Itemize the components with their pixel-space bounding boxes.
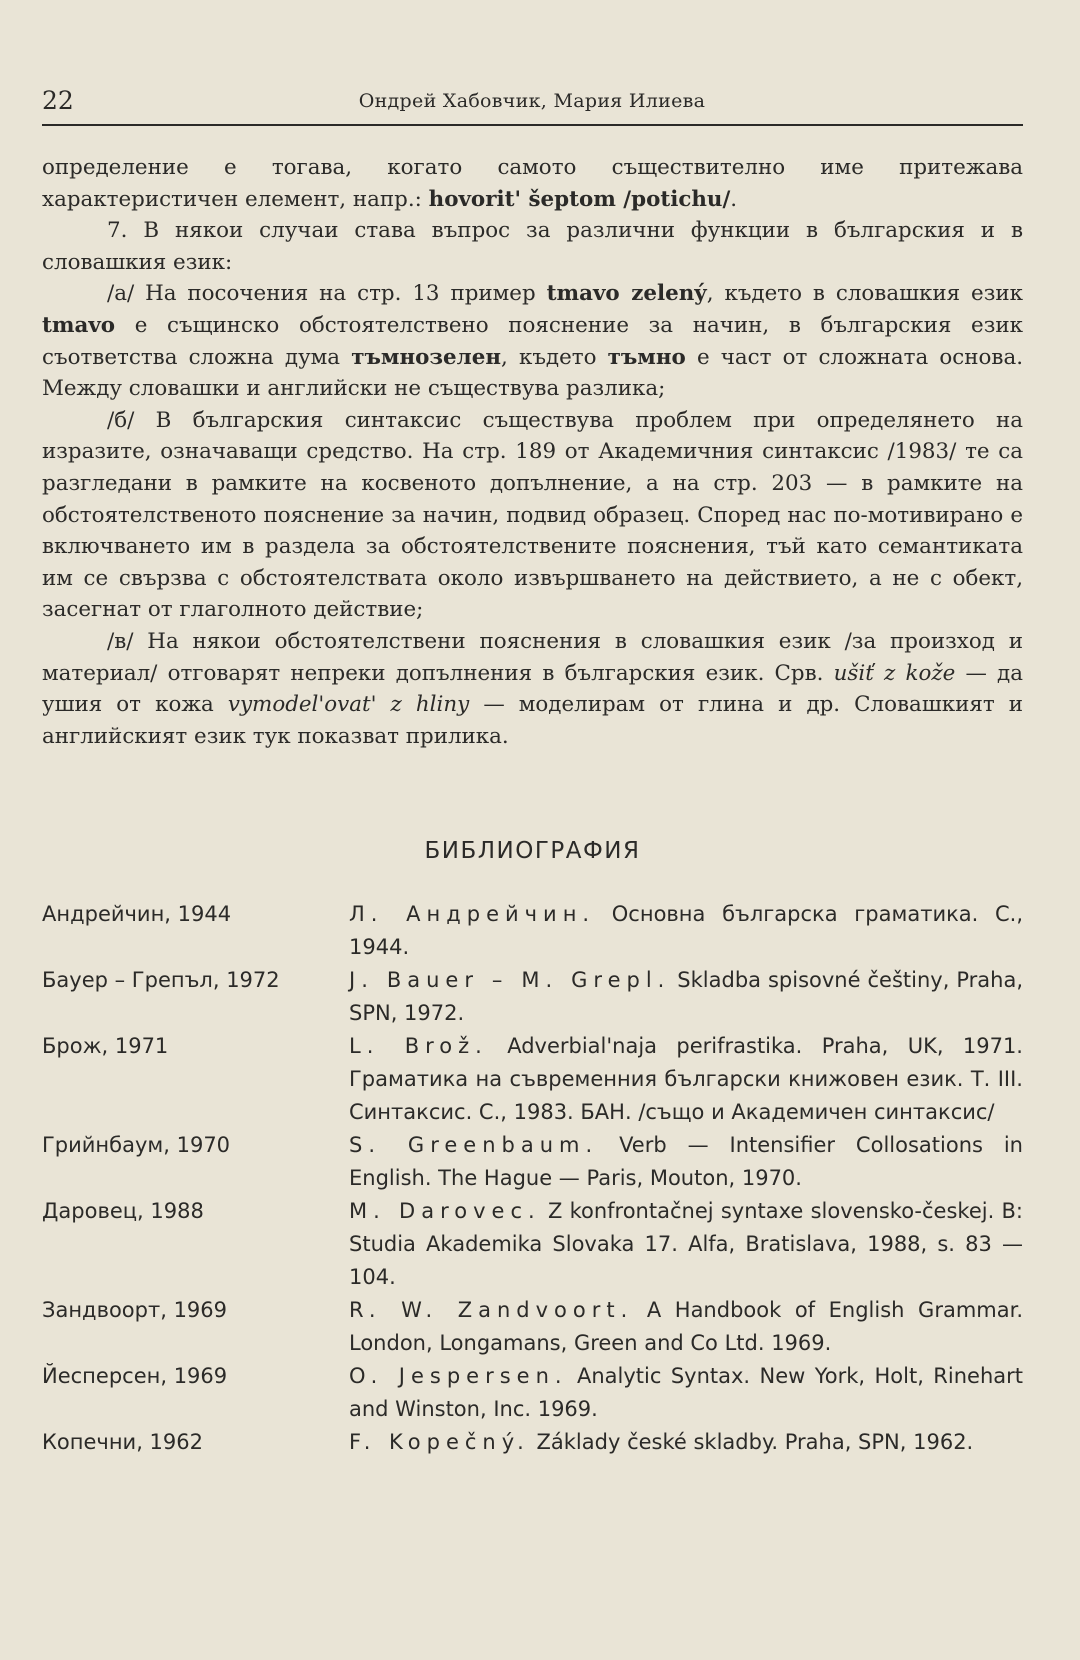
body-text: [42, 152, 1023, 752]
paragraph-4: /б/ В българския синтаксис съществува проблем при определянето на изразите, означаващи средство. На стр. 189 от Академичния синтаксис /1983/ те са разгледани в рамките на косвеното допълнение, а на стр. 203 — в рамките на обстоятелственото пояснение за начин, подвид образец. Според нас по-мотивирано е включването им в раздела за обстоятелствените пояснения, тъй като семантиката им се свързва с обстоятелствата около извършването на действието, а не с обект, засегнат от глаголното действие;: [42, 407, 1023, 623]
running-head: Ондрей Хабовчик, Мария Илиева: [358, 90, 706, 112]
bibliography-key: Копечни, 1962: [42, 1430, 203, 1454]
example-term: тъмно: [607, 344, 686, 370]
bibliography-reference: R. W. Zandvoort. A Handbook of English Grammar. London, Longamans, Green and Co Ltd. 1969.: [349, 1298, 1023, 1355]
bibliography-entry: [42, 1030, 1023, 1129]
example-term: vymodel'ovat' z hliny: [227, 692, 470, 718]
paragraph-2: 7. В някои случаи става въпрос за различни функции в българския и в словашкия език:: [42, 218, 1023, 275]
bibliography-entry: [42, 898, 1023, 964]
example-term: tmavo: [42, 312, 116, 338]
example-term: hovorit' šeptom /potichu/: [428, 186, 731, 212]
bibliography-entry: [42, 964, 1023, 1030]
bibliography-entry: [42, 1129, 1023, 1195]
bibliography-key: Бауер – Грепъл, 1972: [42, 968, 280, 992]
bibliography-entry: [42, 1294, 1023, 1360]
bibliography-key: Андрейчин, 1944: [42, 902, 232, 926]
bibliography-reference: M. Darovec. Z konfrontačnej syntaxe slovensko-českej. B: Studia Akademika Slovaka 17. Alfa, Bratislava, 1988, s. 83 — 104.: [349, 1199, 1023, 1289]
bibliography-list: [42, 898, 1023, 1459]
bibliography-key: Йесперсен, 1969: [42, 1364, 228, 1388]
bibliography-key: Брож, 1971: [42, 1034, 169, 1058]
bibliography-key: Грийнбаум, 1970: [42, 1133, 231, 1157]
bibliography-reference: F. Kopečný. Základy české skladby. Praha, SPN, 1962.: [349, 1430, 974, 1454]
bibliography-key: Зандвоорт, 1969: [42, 1298, 228, 1322]
paragraph-5: /в/ На някои обстоятелствени пояснения в словашкия език /за произход и материал/ отговарят непреки допълнения в българския език. Срв. ušiť z kože — да ушия от кожа vymodel'ovat' z hliny — моделирам от глина и др. Словашкият и английският език тук показват прилика.: [42, 628, 1023, 749]
bibliography-reference: Л. Андрейчин. Основна българска граматика. С., 1944.: [349, 902, 1023, 959]
example-term: тъмнозелен: [351, 344, 501, 370]
bibliography-entry: [42, 1426, 1023, 1459]
bibliography-reference: S. Greenbaum. Verb — Intensifier Collosations in English. The Hague — Paris, Mouton, 1970.: [349, 1133, 1023, 1190]
bibliography-reference: O. Jespersen. Analytic Syntax. New York, Holt, Rinehart and Winston, Inc. 1969.: [349, 1364, 1023, 1421]
header-rule: [42, 124, 1023, 126]
paragraph-3: /а/ На посочения на стр. 13 пример tmavo zelený, където в словашкия език tmavo е същинско обстоятелствено пояснение за начин, в българския език съответства сложна дума тъмнозелен, където тъмно е част от сложната основа. Между словашки и английски не съществува разлика;: [42, 281, 1023, 402]
bibliography-key: Даровец, 1988: [42, 1199, 204, 1223]
bibliography-title: БИБЛИОГРАФИЯ: [424, 838, 641, 864]
bibliography-entry: [42, 1360, 1023, 1426]
page-header: [42, 86, 1022, 120]
page-number: 22: [42, 86, 74, 115]
example-term: ušiť z kože: [833, 660, 956, 686]
bibliography-entry: [42, 1195, 1023, 1294]
example-term: tmavo zelený: [546, 281, 707, 307]
bibliography-reference: L. Brož. Adverbial'naja perifrastika. Praha, UK, 1971. Граматика на съвременния български книжовен език. Т. III. Синтаксис. С., 1983. БАН. /също и Академичен синтаксис/: [349, 1034, 1023, 1124]
bibliography-reference: J. Bauer – M. Grepl. Skladba spisovné češtiny, Praha, SPN, 1972.: [349, 968, 1023, 1025]
paragraph-1: определение е тогава, когато самото съществително име притежава характеристичен елемент, напр.: hovorit' šeptom /potichu/.: [42, 155, 1023, 212]
